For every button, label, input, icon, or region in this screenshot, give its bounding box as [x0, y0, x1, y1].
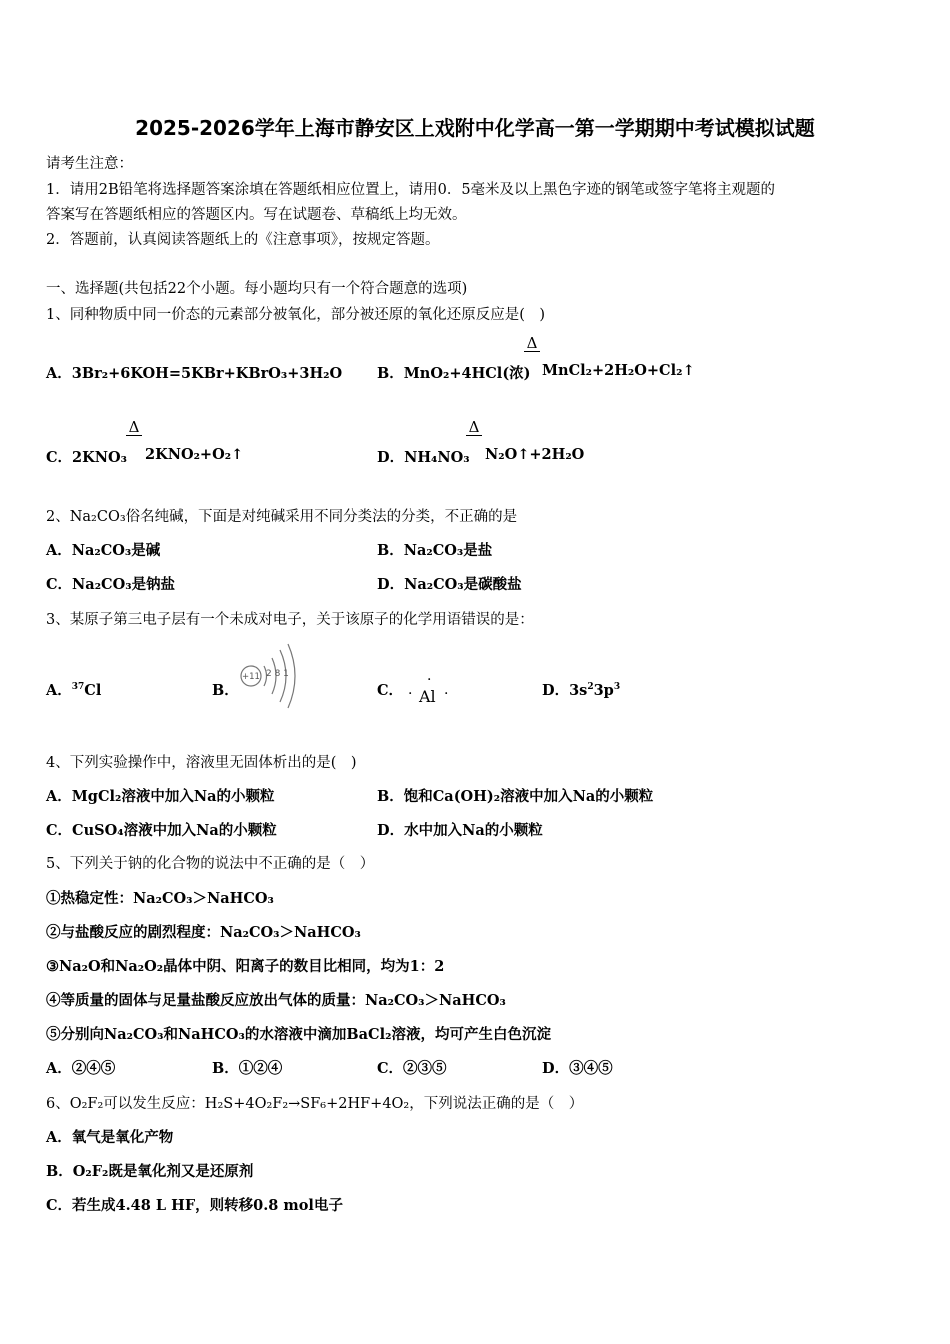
q1-option-b-reactants: B．MnO₂+4HCl(浓)	[377, 365, 531, 382]
question-3-stem: 3、某原子第三电子层有一个未成对电子，关于该原子的化学用语错误的是：	[46, 612, 534, 628]
q2-option-a: A．Na₂CO₃是碱	[46, 542, 161, 559]
q1-option-c-products: 2KNO₂+O₂↑	[145, 446, 244, 463]
q5-option-d: D．③④⑤	[542, 1060, 613, 1077]
q4-option-b: B．饱和Ca(OH)₂溶液中加入Na的小颗粒	[377, 788, 654, 805]
q1-option-c-reactants: C．2KNO₃	[46, 449, 127, 466]
q5-statement-1: ①热稳定性：Na₂CO₃＞NaHCO₃	[46, 890, 274, 907]
section-heading: 一、选择题(共包括22个小题。每小题均只有一个符合题意的选项)	[46, 281, 468, 297]
q5-statement-4: ④等质量的固体与足量盐酸反应放出气体的质量：Na₂CO₃＞NaHCO₃	[46, 992, 506, 1009]
q3-option-d: D．$3s^23p^3$	[542, 682, 621, 699]
q1-option-b-products: MnCl₂+2H₂O+Cl₂↑	[542, 362, 695, 379]
atom-structure-diagram	[236, 640, 306, 716]
heat-symbol: Δ	[124, 420, 144, 436]
question-4-stem: 4、下列实验操作中，溶液里无固体析出的是( )	[46, 755, 357, 771]
q4-option-d: D．水中加入Na的小颗粒	[377, 822, 543, 839]
notice-heading: 请考生注意：	[46, 156, 133, 172]
q1-option-a: A．3Br₂+6KOH=5KBr+KBrO₃+3H₂O	[46, 365, 343, 382]
q5-option-b: B．①②④	[212, 1060, 283, 1077]
q3-option-c-label: C．	[377, 682, 404, 699]
q5-option-a: A．②④⑤	[46, 1060, 116, 1077]
q5-statement-5: ⑤分别向Na₂CO₃和NaHCO₃的水溶液中滴加BaCl₂溶液，均可产生白色沉淀	[46, 1026, 551, 1043]
q5-statement-3: ③Na₂O和Na₂O₂晶体中阴、阳离子的数目比相同，均为1：2	[46, 958, 445, 975]
page-title: 2025-2026学年上海市静安区上戏附中化学高一第一学期期中考试模拟试题	[135, 116, 815, 140]
exam-page: 2025-2026学年上海市静安区上戏附中化学高一第一学期期中考试模拟试题 请考生注意： 1．请用2B铅笔将选择题答案涂填在答题纸相应位置上，请用0．5毫米及以上黑色字迹的钢笔或签字笔将主观题的 答案写在答题纸相应的答题区内。写在试题卷、草稿纸上均无效。 2．答题前，认真阅读答题纸上的《注意事项》，按规定答题。 一、选择题(共包括22个小题。每小题均只有一个符合题意的选项) 1、同种物质中同一价态的元素部分被氧化，部分被还原的氧化还原反应是( ) A．3Br₂+6KOH=5KBr+KBrO₃+3H₂O B．MnO₂+4HCl(浓) Δ MnCl₂+2H₂O+Cl₂↑ C．2KNO₃ Δ 2KNO₂+O₂↑ D．NH₄NO₃ Δ N₂O↑+2H₂O 2、Na₂CO₃俗名纯碱，下面是对纯碱采用不同分类法的分类，不正确的是 A．Na₂CO₃是碱 B．Na₂CO₃是盐 C．Na₂CO₃是钠盐 D．Na₂CO₃是碳酸盐 3、某原子第三电子层有一个未成对电子，关于该原子的化学用语错误的是： A．$^{37}$Cl B． +11 2 8 1 C． · · Al · D．$3s^23p^3$ 4、下列实验操作中，溶液里无固体析出的是( ) A．MgCl₂溶液中加入Na的小颗粒 B．饱和Ca(OH)₂溶液中加入Na的小颗粒 C．CuSO₄溶液中加入Na的小颗粒 D．水中加入Na的小颗粒 5、下列关于钠的化合物的说法中不正确的是（ ） ①热稳定性：Na₂CO₃＞NaHCO₃ ②与盐酸反应的剧烈程度：Na₂CO₃＞NaHCO₃ ③Na₂O和Na₂O₂晶体中阴、阳离子的数目比相同，均为1：2 ④等质量的固体与足量盐酸反应放出气体的质量：Na₂CO₃＞NaHCO₃ ⑤分别向Na₂CO₃和NaHCO₃的水溶液中滴加BaCl₂溶液，均可产生白色沉淀 A．②④⑤ B．①②④ C．②③⑤ D．③④⑤ 6、O₂F₂可以发生反应：H₂S+4O₂F₂→SF₆+2HF+4O₂，下列说法正确的是（ ） A．氧气是氧化产物 B．O₂F₂既是氧化剂又是还原剂 C．若生成4.48 L HF，则转移0.8 mol电子	[0, 0, 950, 1344]
q5-option-c: C．②③⑤	[377, 1060, 447, 1077]
notice-item-1-cont: 答案写在答题纸相应的答题区内。写在试题卷、草稿纸上均无效。	[46, 207, 467, 223]
electron-shells: 2 8 1	[266, 669, 289, 679]
q6-option-c: C．若生成4.48 L HF，则转移0.8 mol电子	[46, 1197, 343, 1214]
nucleus-charge: +11	[242, 672, 260, 682]
q3-option-a: A．$^{37}$Cl	[46, 682, 102, 699]
question-5-stem: 5、下列关于钠的化合物的说法中不正确的是（ ）	[46, 856, 375, 872]
notice-item-2: 2．答题前，认真阅读答题纸上的《注意事项》，按规定答题。	[46, 232, 440, 248]
question-1-stem: 1、同种物质中同一价态的元素部分被氧化，部分被还原的氧化还原反应是( )	[46, 307, 546, 323]
q3-option-b-label: B．	[212, 682, 239, 699]
q6-option-b: B．O₂F₂既是氧化剂又是还原剂	[46, 1163, 254, 1180]
question-2-stem: 2、Na₂CO₃俗名纯碱，下面是对纯碱采用不同分类法的分类，不正确的是	[46, 509, 518, 525]
question-6-stem: 6、O₂F₂可以发生反应：H₂S+4O₂F₂→SF₆+2HF+4O₂，下列说法正确的是（ ）	[46, 1096, 584, 1112]
notice-item-1: 1．请用2B铅笔将选择题答案涂填在答题纸相应位置上，请用0．5毫米及以上黑色字迹的钢笔或签字笔将主观题的	[46, 182, 776, 198]
q5-statement-2: ②与盐酸反应的剧烈程度：Na₂CO₃＞NaHCO₃	[46, 924, 361, 941]
mass-number: 37	[71, 682, 85, 693]
heat-symbol: Δ	[464, 420, 484, 436]
q2-option-b: B．Na₂CO₃是盐	[377, 542, 493, 559]
q1-option-d-reactants: D．NH₄NO₃	[377, 449, 470, 466]
heat-symbol: Δ	[522, 336, 542, 352]
q4-option-c: C．CuSO₄溶液中加入Na的小颗粒	[46, 822, 277, 839]
q2-option-d: D．Na₂CO₃是碳酸盐	[377, 576, 522, 593]
q2-option-c: C．Na₂CO₃是钠盐	[46, 576, 176, 593]
q6-option-a: A．氧气是氧化产物	[46, 1129, 174, 1146]
q4-option-a: A．MgCl₂溶液中加入Na的小颗粒	[46, 788, 275, 805]
q1-option-d-products: N₂O↑+2H₂O	[485, 446, 585, 463]
